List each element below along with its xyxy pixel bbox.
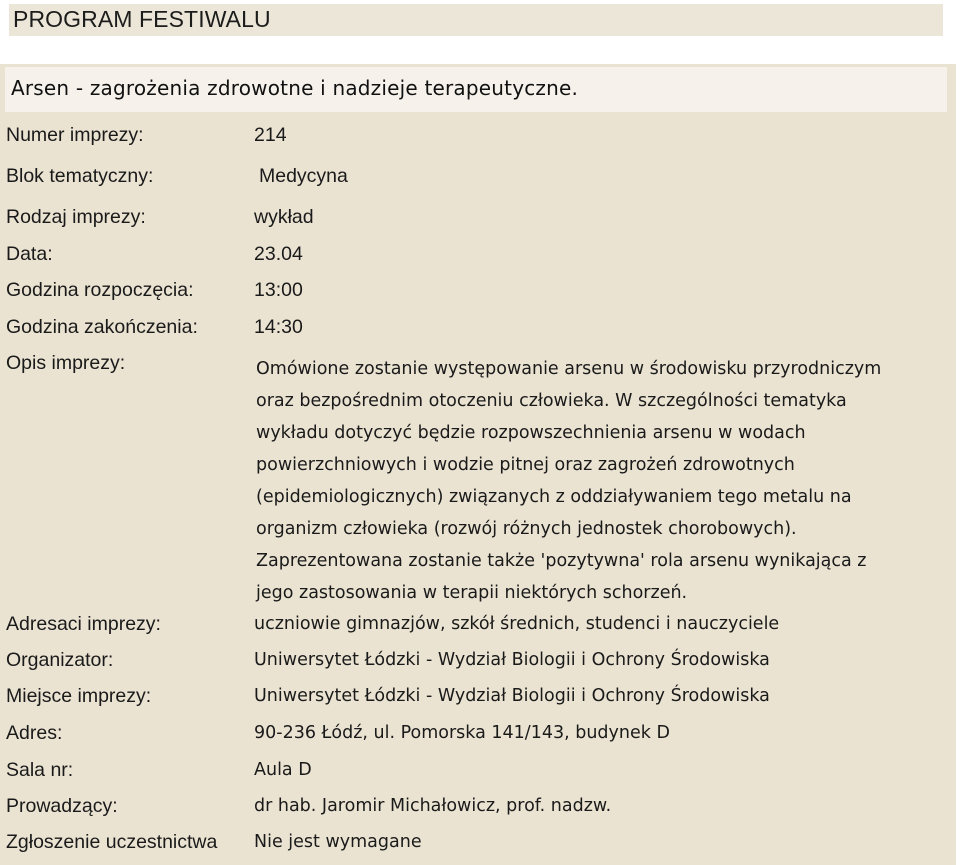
- blok-label: Blok tematyczny:: [6, 165, 154, 187]
- prowadzacy-label: Prowadzący:: [6, 795, 118, 817]
- data-value: 23.04: [254, 243, 303, 265]
- opis-line: (epidemiologicznych) związanych z oddziaływaniem tego metalu na: [256, 487, 852, 507]
- zgloszenie-value: Nie jest wymagane: [254, 832, 422, 852]
- prowadzacy-value: dr hab. Jaromir Michałowicz, prof. nadzw.: [254, 796, 612, 816]
- sala-value: Aula D: [254, 760, 312, 780]
- adres-value: 90-236 Łódź, ul. Pomorska 141/143, budynek D: [254, 723, 670, 743]
- page-header: [9, 4, 943, 36]
- start-label: Godzina rozpoczęcia:: [6, 279, 194, 301]
- start-value: 13:00: [254, 279, 303, 301]
- opis-line: organizm człowieka (rozwój różnych jednostek chorobowych).: [256, 519, 797, 539]
- opis-line: Omówione zostanie występowanie arsenu w środowisku przyrodniczym: [256, 359, 882, 379]
- numer-label: Numer imprezy:: [6, 124, 144, 146]
- adresaci-label: Adresaci imprezy:: [6, 613, 161, 635]
- opis-label: Opis imprezy:: [6, 352, 126, 374]
- zgloszenie-label: Zgłoszenie uczestnictwa: [6, 831, 218, 853]
- miejsce-value: Uniwersytet Łódzki - Wydział Biologii i Ochrony Środowiska: [254, 686, 770, 706]
- opis-description: [256, 353, 956, 609]
- event-title-bar: [5, 67, 947, 112]
- adres-label: Adres:: [6, 722, 63, 744]
- data-label: Data:: [6, 243, 53, 265]
- opis-line: jego zastosowania w terapii niektórych schorzeń.: [256, 583, 688, 603]
- blok-value: Medycyna: [259, 165, 348, 187]
- adresaci-value: uczniowie gimnazjów, szkół średnich, studenci i nauczyciele: [254, 614, 780, 634]
- miejsce-label: Miejsce imprezy:: [6, 685, 152, 707]
- rodzaj-label: Rodzaj imprezy:: [6, 206, 146, 228]
- opis-line: oraz bezpośrednim otoczeniu człowieka. W szczególności tematyka: [256, 391, 847, 411]
- opis-line: Zaprezentowana zostanie także 'pozytywna' rola arsenu wynikająca z: [256, 551, 867, 571]
- sala-label: Sala nr:: [6, 759, 74, 781]
- end-value: 14:30: [254, 316, 303, 338]
- organizator-label: Organizator:: [6, 649, 114, 671]
- rodzaj-value: wykład: [254, 206, 314, 228]
- page-title: PROGRAM FESTIWALU: [13, 6, 271, 32]
- opis-line: wykładu dotyczyć będzie rozpowszechnienia arsenu w wodach: [256, 423, 806, 443]
- opis-line: powierzchniowych i wodzie pitnej oraz zagrożeń zdrowotnych: [256, 455, 795, 475]
- organizator-value: Uniwersytet Łódzki - Wydział Biologii i Ochrony Środowiska: [254, 650, 770, 670]
- end-label: Godzina zakończenia:: [6, 316, 198, 338]
- event-panel: [0, 64, 956, 865]
- event-title: Arsen - zagrożenia zdrowotne i nadzieje terapeutyczne.: [11, 76, 579, 100]
- numer-value: 214: [254, 124, 287, 146]
